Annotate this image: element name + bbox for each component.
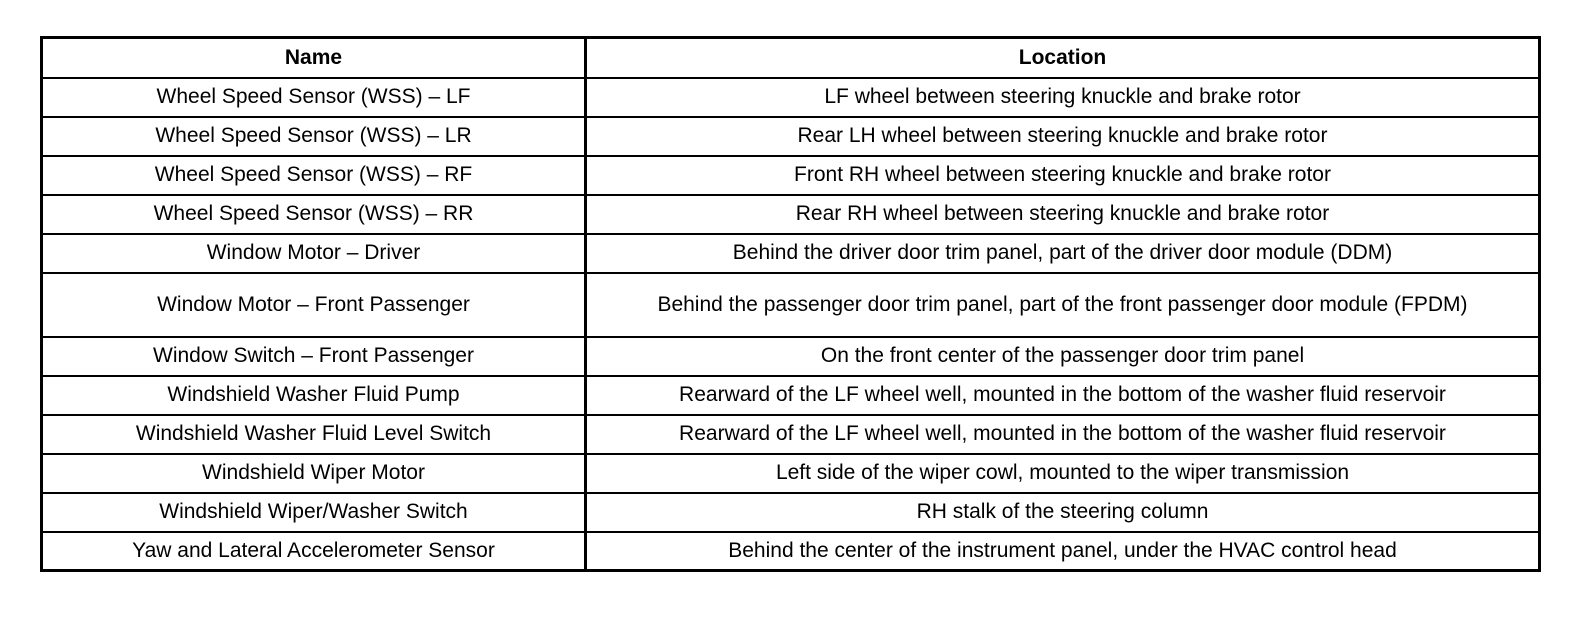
component-name-cell: Windshield Washer Fluid Level Switch bbox=[42, 415, 586, 454]
table-row bbox=[42, 195, 1540, 234]
component-location-cell: RH stalk of the steering column bbox=[586, 493, 1540, 532]
component-name-cell: Window Switch – Front Passenger bbox=[42, 337, 586, 376]
component-location-cell: Behind the driver door trim panel, part of the driver door module (DDM) bbox=[586, 234, 1540, 273]
table-row bbox=[42, 493, 1540, 532]
component-location-cell: Rear LH wheel between steering knuckle and brake rotor bbox=[586, 117, 1540, 156]
component-name-cell: Wheel Speed Sensor (WSS) – RR bbox=[42, 195, 586, 234]
table-row bbox=[42, 273, 1540, 337]
component-name-cell: Windshield Washer Fluid Pump bbox=[42, 376, 586, 415]
component-location-cell: LF wheel between steering knuckle and brake rotor bbox=[586, 78, 1540, 117]
component-name-cell: Wheel Speed Sensor (WSS) – RF bbox=[42, 156, 586, 195]
table-row bbox=[42, 156, 1540, 195]
component-name-cell: Yaw and Lateral Accelerometer Sensor bbox=[42, 532, 586, 571]
component-location-cell: On the front center of the passenger door trim panel bbox=[586, 337, 1540, 376]
table-row bbox=[42, 376, 1540, 415]
table-header-row bbox=[42, 38, 1540, 78]
component-location-cell: Left side of the wiper cowl, mounted to the wiper transmission bbox=[586, 454, 1540, 493]
table-row bbox=[42, 78, 1540, 117]
component-name-cell: Wheel Speed Sensor (WSS) – LF bbox=[42, 78, 586, 117]
component-location-cell: Behind the passenger door trim panel, part of the front passenger door module (FPDM) bbox=[586, 273, 1540, 337]
table-row bbox=[42, 532, 1540, 571]
component-location-cell: Rearward of the LF wheel well, mounted in the bottom of the washer fluid reservoir bbox=[586, 415, 1540, 454]
table-row bbox=[42, 415, 1540, 454]
component-location-cell: Rear RH wheel between steering knuckle and brake rotor bbox=[586, 195, 1540, 234]
name-column-header: Name bbox=[42, 38, 586, 78]
component-location-cell: Rearward of the LF wheel well, mounted in the bottom of the washer fluid reservoir bbox=[586, 376, 1540, 415]
location-column-header: Location bbox=[586, 38, 1540, 78]
component-location-table bbox=[40, 36, 1541, 572]
component-name-cell: Wheel Speed Sensor (WSS) – LR bbox=[42, 117, 586, 156]
component-name-cell: Windshield Wiper/Washer Switch bbox=[42, 493, 586, 532]
table-row bbox=[42, 454, 1540, 493]
component-location-cell: Front RH wheel between steering knuckle and brake rotor bbox=[586, 156, 1540, 195]
component-location-cell: Behind the center of the instrument panel, under the HVAC control head bbox=[586, 532, 1540, 571]
component-name-cell: Windshield Wiper Motor bbox=[42, 454, 586, 493]
table-row bbox=[42, 337, 1540, 376]
table-row bbox=[42, 234, 1540, 273]
table-row bbox=[42, 117, 1540, 156]
component-name-cell: Window Motor – Driver bbox=[42, 234, 586, 273]
component-name-cell: Window Motor – Front Passenger bbox=[42, 273, 586, 337]
